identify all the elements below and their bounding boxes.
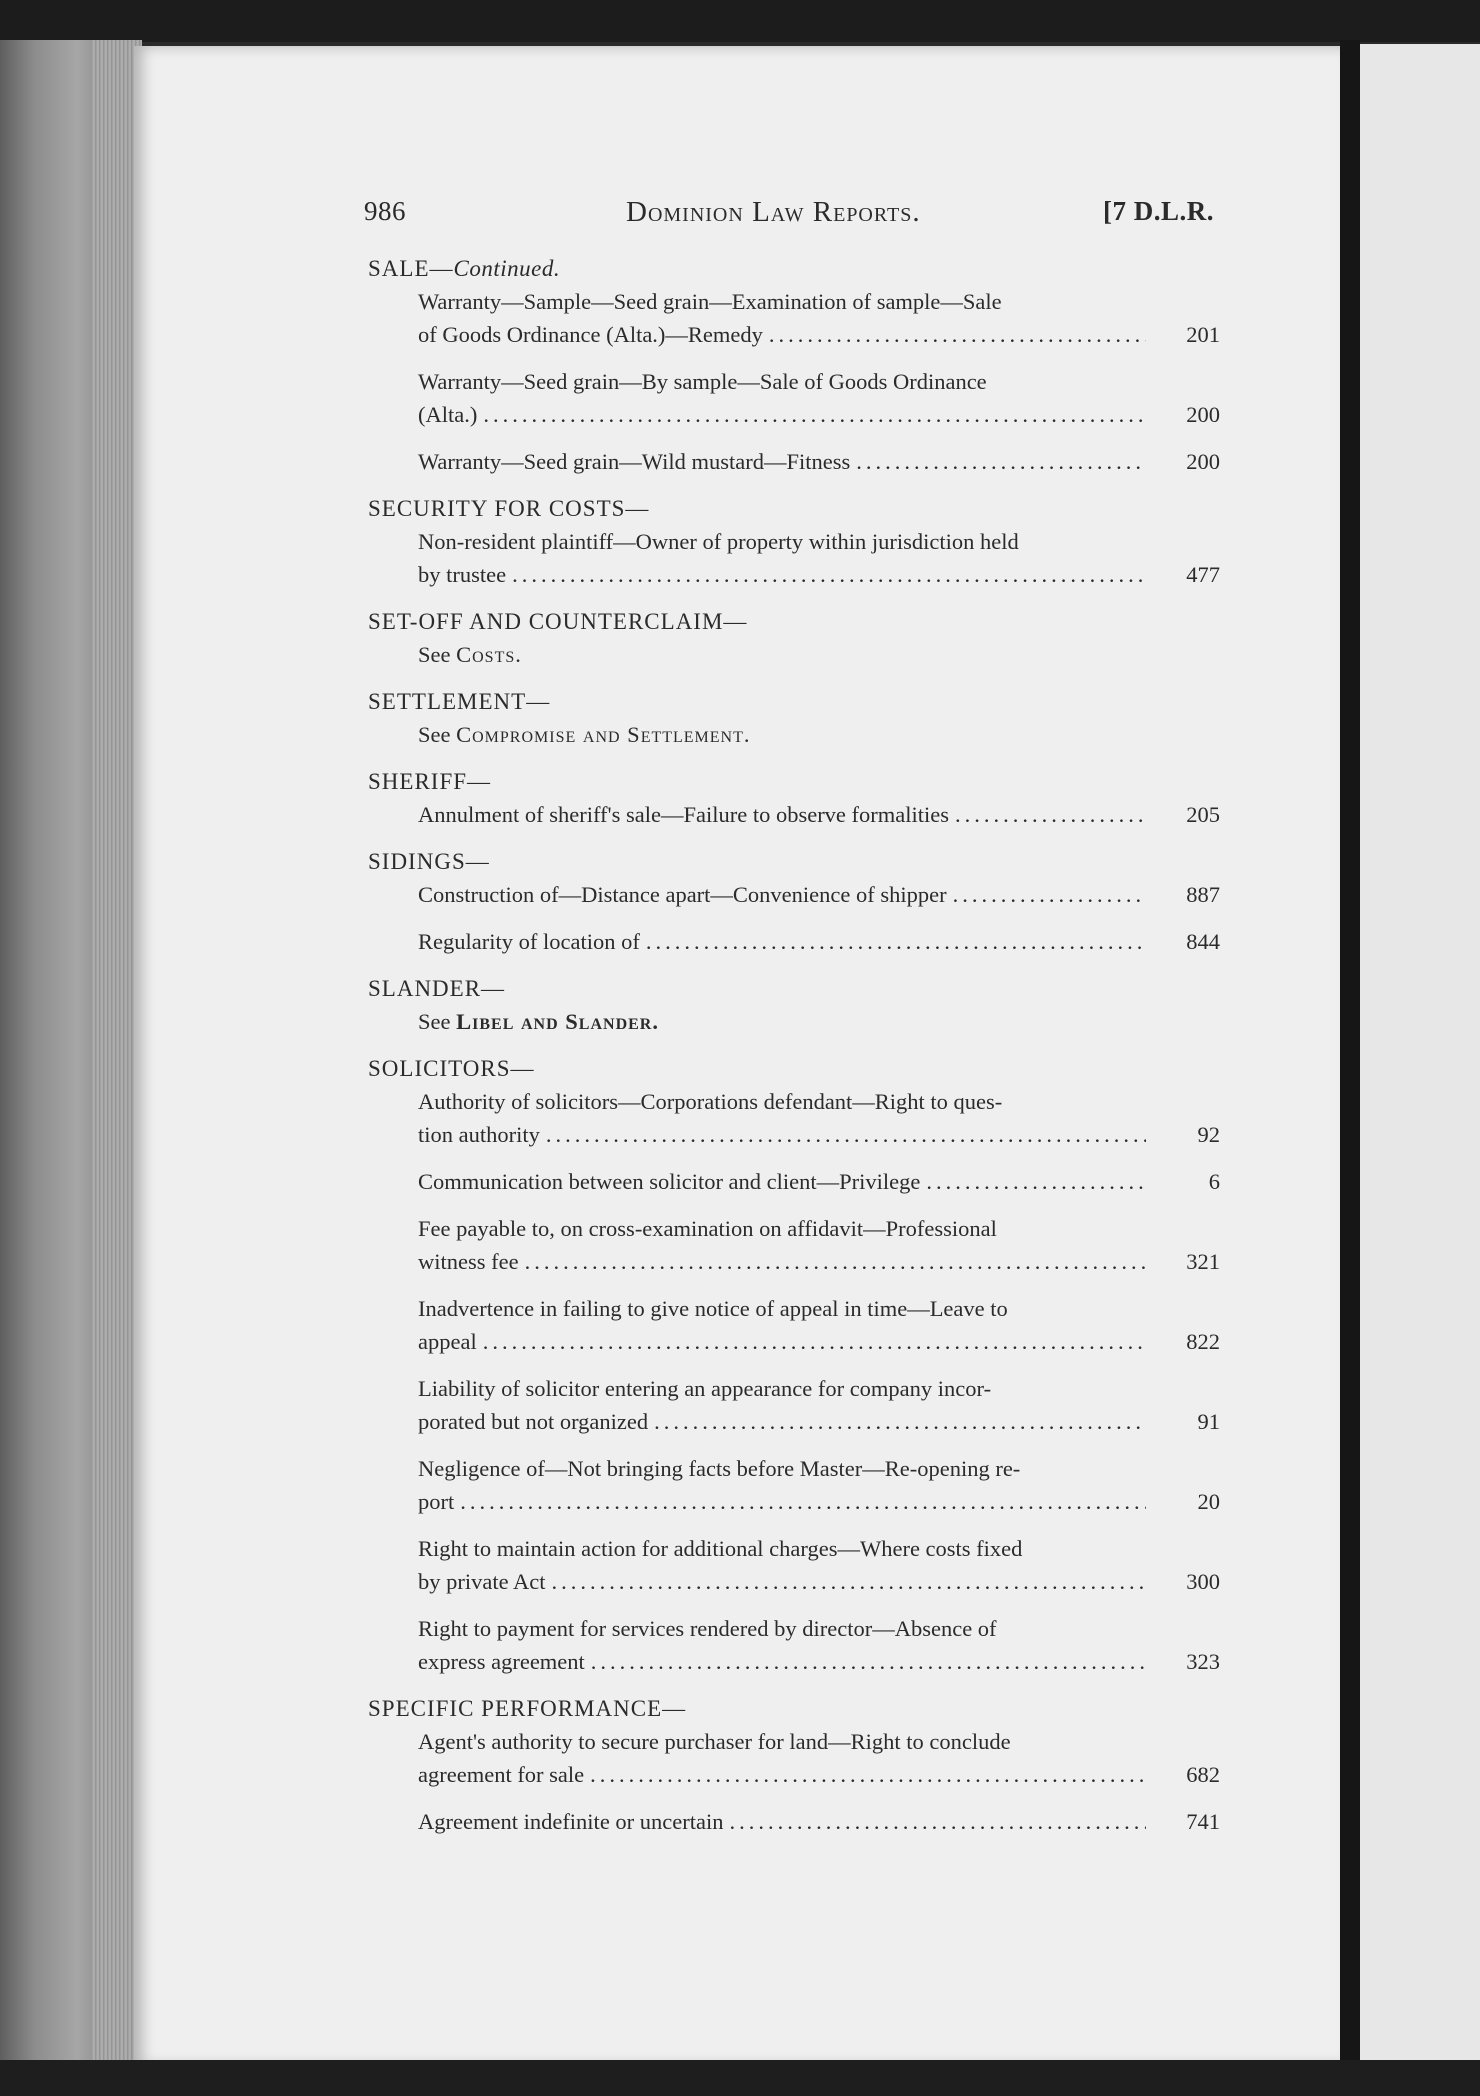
entry-last-line [418, 798, 1152, 831]
index-entry [418, 1452, 1220, 1518]
index-content [368, 252, 1220, 1838]
entry-text-end: by private Act [418, 1569, 546, 1594]
entry-text-end: Warranty—Seed grain—Wild mustard—Fitness [418, 449, 851, 474]
entry-text: Fee payable to, on cross-examination on affidavit—Professional [418, 1216, 997, 1241]
section-heading [368, 845, 1220, 878]
dot-leader [591, 1645, 1146, 1678]
index-entry [418, 1292, 1220, 1358]
section-heading-text: SET-OFF AND COUNTERCLAIM— [368, 609, 748, 634]
page-reference: 822 [1186, 1329, 1220, 1354]
section-heading [368, 685, 1220, 718]
see-prefix: See [418, 642, 451, 667]
page-reference: 91 [1197, 1409, 1220, 1434]
running-header [364, 196, 1214, 236]
index-entry [418, 1212, 1220, 1278]
entry-text-end: (Alta.) [418, 402, 478, 427]
page-reference: 92 [1197, 1122, 1220, 1147]
entry-text: Non-resident plaintiff—Owner of property within jurisdiction held [418, 529, 1019, 554]
entry-last-line [418, 1485, 1152, 1518]
index-section [368, 685, 1220, 751]
entry-text-end: witness fee [418, 1249, 519, 1274]
entry-last-line [418, 1325, 1152, 1358]
index-entry [418, 1532, 1220, 1598]
dot-leader [769, 318, 1146, 351]
entry-text: Negligence of—Not bringing facts before Master—Re-opening re- [418, 1456, 1021, 1481]
section-heading-text: SALE— [368, 256, 454, 281]
entry-text: Right to maintain action for additional charges—Where costs fixed [418, 1536, 1023, 1561]
entry-last-line [418, 1245, 1152, 1278]
dot-leader [646, 925, 1146, 958]
entry-text-end: porated but not organized [418, 1409, 649, 1434]
entry-text-end: Regularity of location of [418, 929, 640, 954]
entry-last-line [418, 1565, 1152, 1598]
page-number: 986 [364, 196, 406, 226]
page-reference: 200 [1186, 449, 1220, 474]
see-reference: Costs. [456, 642, 522, 667]
page-reference: 682 [1186, 1762, 1220, 1787]
scan-bottom-border [0, 2060, 1480, 2096]
entry-text-end: tion authority [418, 1122, 540, 1147]
dot-leader [460, 1485, 1146, 1518]
dot-leader [654, 1405, 1146, 1438]
entry-last-line [418, 1118, 1152, 1151]
section-heading [368, 765, 1220, 798]
page-reference: 477 [1186, 562, 1220, 587]
dot-leader [856, 445, 1146, 478]
index-section [368, 845, 1220, 958]
entry-text-end: by trustee [418, 562, 507, 587]
index-entry [418, 285, 1220, 351]
index-entry [418, 1165, 1220, 1198]
page-reference: 20 [1197, 1489, 1220, 1514]
index-entry [418, 1805, 1220, 1838]
entry-last-line [418, 398, 1152, 431]
index-section [368, 492, 1220, 591]
dot-leader [546, 1118, 1146, 1151]
page-reference: 6 [1208, 1169, 1220, 1194]
section-heading-text: SPECIFIC PERFORMANCE— [368, 1696, 687, 1721]
entry-text: Inadvertence in failing to give notice of appeal in time—Leave to [418, 1296, 1008, 1321]
dot-leader [590, 1758, 1146, 1791]
dot-leader [483, 1325, 1146, 1358]
entry-text: Warranty—Sample—Seed grain—Examination of sample—Sale [418, 289, 1002, 314]
see-prefix: See [418, 722, 451, 747]
index-entry [418, 525, 1220, 591]
entry-last-line [418, 1758, 1152, 1791]
index-entry [418, 1612, 1220, 1678]
section-heading-text: SLANDER— [368, 976, 506, 1001]
page-reference: 844 [1186, 929, 1220, 954]
index-section [368, 765, 1220, 831]
publication-title: Dominion Law Reports. [626, 196, 921, 228]
section-heading-text: SOLICITORS— [368, 1056, 535, 1081]
entry-text-end: port [418, 1489, 455, 1514]
index-entry [418, 365, 1220, 431]
dot-leader [512, 558, 1146, 591]
dot-leader [955, 798, 1146, 831]
see-reference: Libel and Slander. [456, 1009, 659, 1034]
index-entry [418, 878, 1220, 911]
index-entry [418, 1085, 1220, 1151]
entry-last-line [418, 878, 1152, 911]
dot-leader [551, 1565, 1146, 1598]
index-entry [418, 1372, 1220, 1438]
entry-last-line [418, 1165, 1152, 1198]
page-reference: 887 [1186, 882, 1220, 907]
cross-reference [418, 1005, 1220, 1038]
entry-last-line [418, 1805, 1152, 1838]
cross-reference [418, 718, 1220, 751]
entry-text: Warranty—Seed grain—By sample—Sale of Goods Ordinance [418, 369, 987, 394]
page-reference: 323 [1186, 1649, 1220, 1674]
section-heading [368, 252, 1220, 285]
section-heading [368, 972, 1220, 1005]
entry-text-end: Construction of—Distance apart—Convenience of shipper [418, 882, 947, 907]
index-entry [418, 1725, 1220, 1791]
page-reference: 201 [1186, 322, 1220, 347]
entry-text-end: of Goods Ordinance (Alta.)—Remedy [418, 322, 763, 347]
entry-text-end: express agreement [418, 1649, 585, 1674]
index-entry [418, 925, 1220, 958]
index-section [368, 972, 1220, 1038]
entry-text: Right to payment for services rendered by director—Absence of [418, 1616, 997, 1641]
entry-text: Agent's authority to secure purchaser for land—Right to conclude [418, 1729, 1011, 1754]
volume-reference: [7 D.L.R. [1103, 196, 1214, 226]
index-section [368, 1692, 1220, 1838]
index-entry [418, 445, 1220, 478]
section-heading [368, 1052, 1220, 1085]
entry-last-line [418, 318, 1152, 351]
entry-last-line [418, 925, 1152, 958]
see-prefix: See [418, 1009, 451, 1034]
entry-text-end: agreement for sale [418, 1762, 585, 1787]
entry-text-end: appeal [418, 1329, 477, 1354]
entry-last-line [418, 445, 1152, 478]
entry-last-line [418, 1405, 1152, 1438]
page-reference: 205 [1186, 802, 1220, 827]
section-heading-text: SHERIFF— [368, 769, 492, 794]
entry-last-line [418, 558, 1152, 591]
section-heading-text: SECURITY FOR COSTS— [368, 496, 650, 521]
entry-text-end: Communication between solicitor and client—Privilege [418, 1169, 921, 1194]
dot-leader [525, 1245, 1146, 1278]
entry-text-end: Agreement indefinite or uncertain [418, 1809, 724, 1834]
section-heading-text: SIDINGS— [368, 849, 490, 874]
page-reference: 741 [1186, 1809, 1220, 1834]
entry-text-end: Annulment of sheriff's sale—Failure to observe formalities [418, 802, 950, 827]
index-section [368, 252, 1220, 478]
index-section [368, 605, 1220, 671]
cross-reference [418, 638, 1220, 671]
entry-last-line [418, 1645, 1152, 1678]
page-gutter [1340, 40, 1360, 2060]
entry-text: Liability of solicitor entering an appearance for company incor- [418, 1376, 992, 1401]
index-section [368, 1052, 1220, 1678]
scan-top-border [0, 0, 1480, 42]
page-reference: 200 [1186, 402, 1220, 427]
dot-leader [730, 1805, 1147, 1838]
page-reference: 321 [1186, 1249, 1220, 1274]
facing-page [1360, 44, 1480, 2060]
section-heading [368, 492, 1220, 525]
section-heading [368, 1692, 1220, 1725]
dot-leader [483, 398, 1146, 431]
dot-leader [926, 1165, 1146, 1198]
section-heading-continued: Continued. [453, 256, 561, 281]
entry-text: Authority of solicitors—Corporations defendant—Right to ques- [418, 1089, 1003, 1114]
section-heading-text: SETTLEMENT— [368, 689, 551, 714]
page-reference: 300 [1186, 1569, 1220, 1594]
index-entry [418, 798, 1220, 831]
dot-leader [953, 878, 1146, 911]
see-reference: Compromise and Settlement. [456, 722, 751, 747]
section-heading [368, 605, 1220, 638]
